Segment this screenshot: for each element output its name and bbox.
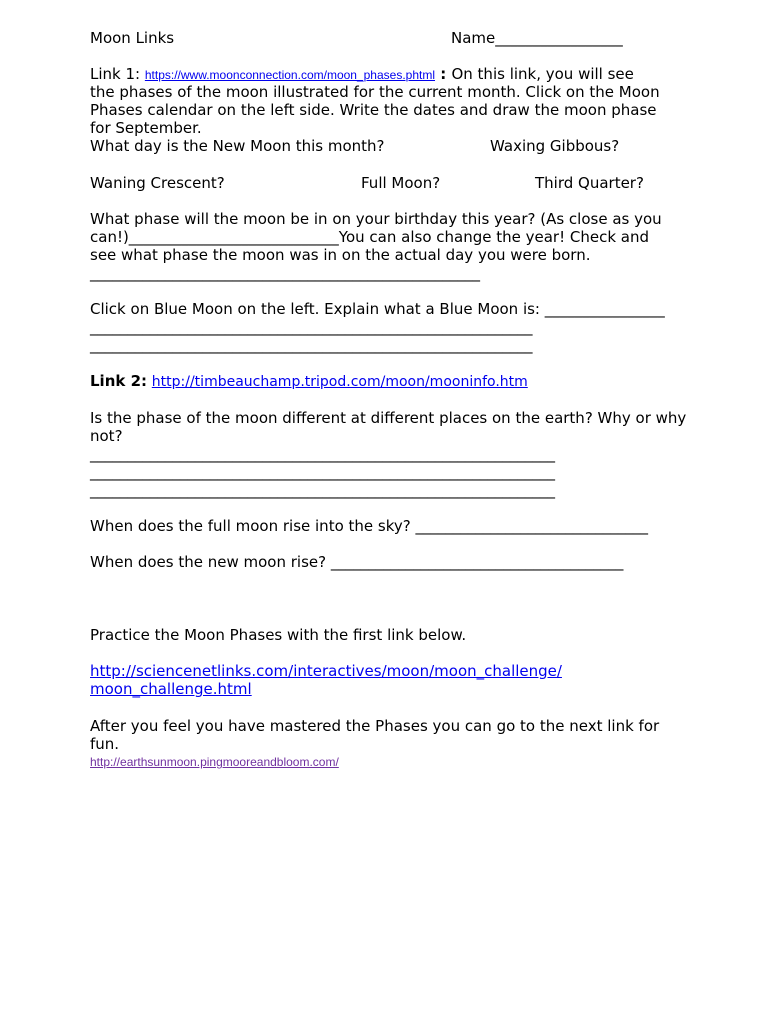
link1-label: Link 1: (90, 65, 145, 83)
link1-instructions-line4: for September. (90, 119, 202, 137)
birthday-answer-blank: ____________________________________________________ (90, 264, 480, 282)
link1-instructions-line2: the phases of the moon illustrated for the current month. Click on the Moon (90, 83, 660, 101)
question-full-moon: Full Moon? (361, 174, 441, 192)
places-blank-3: ______________________________________________________________ (90, 481, 555, 499)
practice-link-line2 (90, 680, 252, 698)
link1-instructions-line3: Phases calendar on the left side. Write the dates and draw the moon phase (90, 101, 657, 119)
link1-line (90, 65, 634, 84)
blue-moon-blank-2: ___________________________________________________________ (90, 336, 533, 354)
places-question-line2: not? (90, 427, 123, 445)
mastered-text-line1: After you feel you have mastered the Phases you can go to the next link for (90, 717, 660, 735)
fun-link-line (90, 752, 339, 771)
link2-label: Link 2: (90, 372, 148, 390)
places-blank-2: ______________________________________________________________ (90, 463, 555, 481)
places-blank-1: ______________________________________________________________ (90, 445, 555, 463)
practice-text: Practice the Moon Phases with the first link below. (90, 626, 467, 644)
places-question-line1: Is the phase of the moon different at different places on the earth? Why or why (90, 409, 687, 427)
name-field-label: Name_________________ (451, 29, 623, 47)
link2-url[interactable]: http://timbeauchamp.tripod.com/moon/mooninfo.htm (151, 374, 528, 390)
birthday-question-line1: What phase will the moon be in on your birthday this year? (As close as you (90, 210, 662, 228)
practice-link-line1 (90, 662, 562, 680)
practice-link-continued[interactable]: moon_challenge.html (90, 680, 252, 698)
question-third-quarter: Third Quarter? (535, 174, 644, 192)
blue-moon-question: Click on Blue Moon on the left. Explain what a Blue Moon is: ________________ (90, 300, 665, 318)
fun-link[interactable]: http://earthsunmoon.pingmooreandbloom.com/ (90, 755, 339, 769)
question-waning-crescent: Waning Crescent? (90, 174, 225, 192)
link2-line (90, 372, 528, 391)
birthday-question-line3: see what phase the moon was in on the actual day you were born. (90, 246, 591, 264)
worksheet-title: Moon Links (90, 29, 175, 47)
link1-instructions-start: On this link, you will see (451, 65, 634, 83)
birthday-question-line2: can!)____________________________You can also change the year! Check and (90, 228, 649, 246)
question-new-moon: What day is the New Moon this month? (90, 137, 385, 155)
mastered-text-line2: fun. (90, 735, 120, 753)
link1-url[interactable]: https://www.moonconnection.com/moon_phases.phtml (144, 68, 436, 82)
link1-colon: : (435, 65, 452, 83)
practice-link[interactable]: http://sciencenetlinks.com/interactives/moon/moon_challenge/ (90, 662, 562, 680)
question-waxing-gibbous: Waxing Gibbous? (490, 137, 620, 155)
blue-moon-blank-1: ___________________________________________________________ (90, 318, 533, 336)
new-moon-rise-question: When does the new moon rise? _______________________________________ (90, 553, 624, 571)
full-moon-rise-question: When does the full moon rise into the sky? _______________________________ (90, 517, 648, 535)
